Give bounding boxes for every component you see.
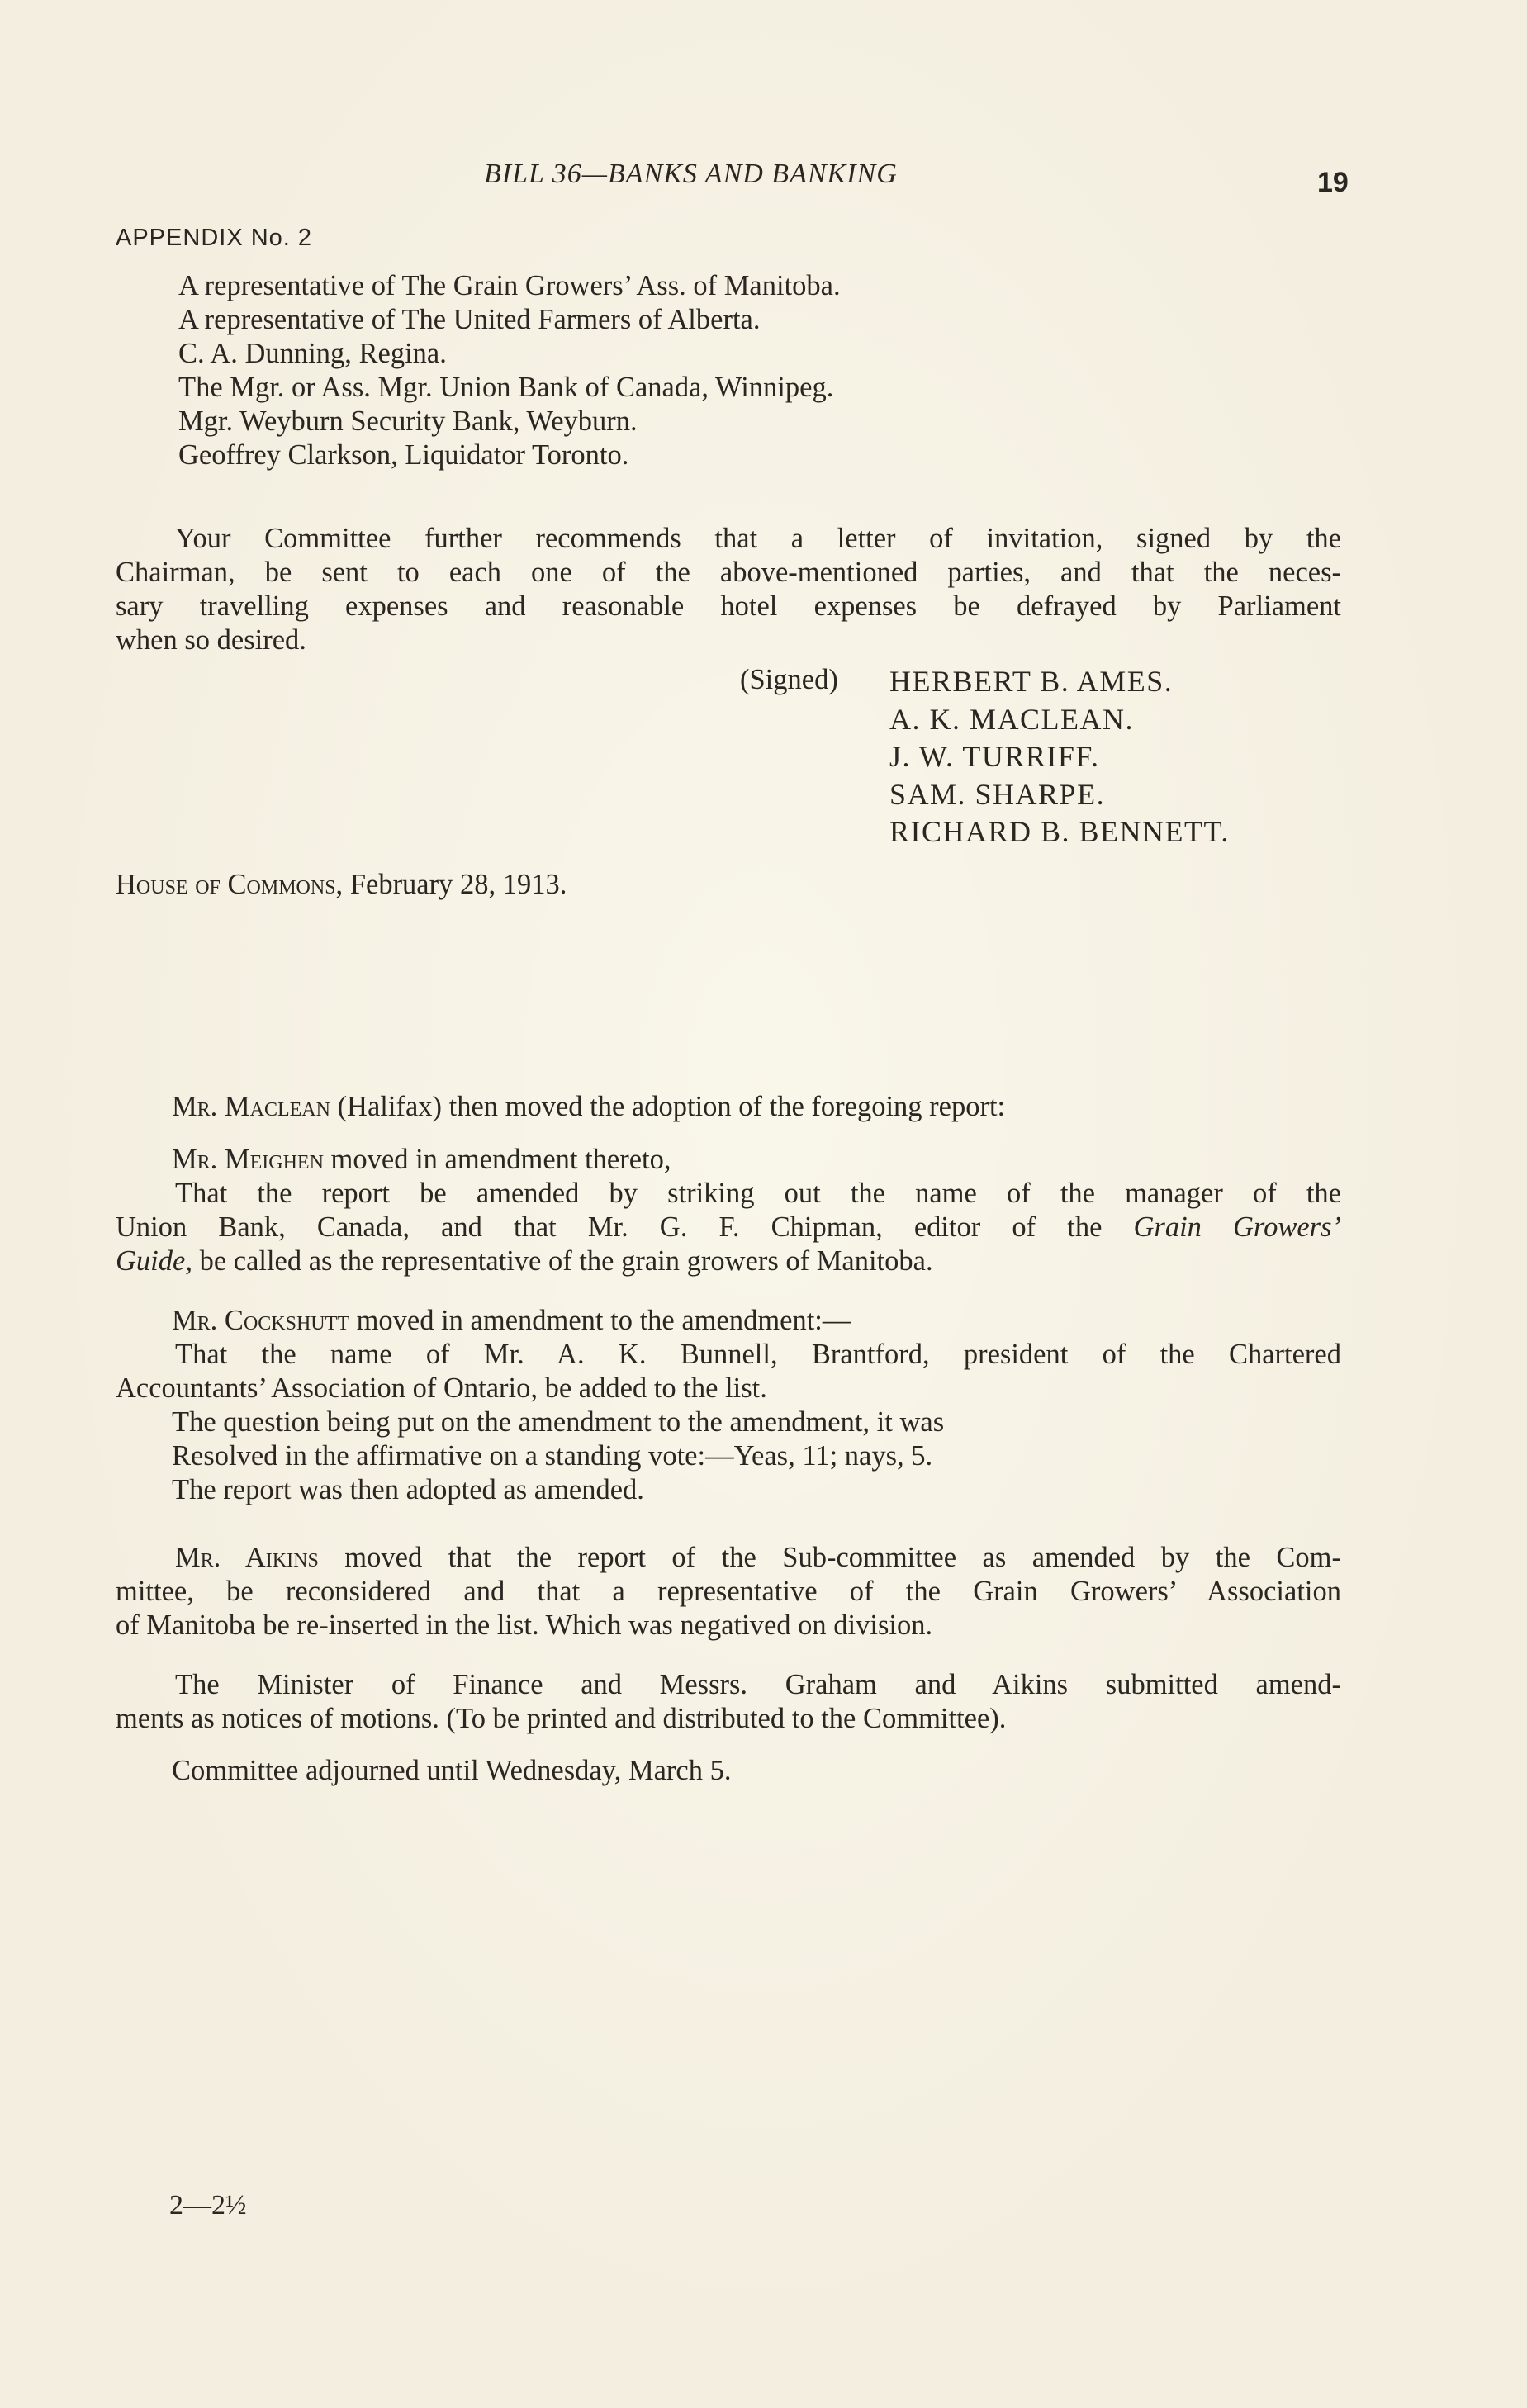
invitee-list [178,269,841,472]
paragraph-line: sary travelling expenses and reasonable hotel expenses be defrayed by Parliament [116,590,1341,622]
paragraph-line: of Manitoba be re-inserted in the list. Which was negatived on division. [116,1609,933,1641]
motion-text: moved that the report of the Sub-committee as amended by the Com- [318,1542,1341,1573]
signatory-list [889,664,1230,852]
invitee-item: Mgr. Weyburn Security Bank, Weyburn. [178,405,638,437]
page-number: 19 [1317,167,1349,198]
speaker-name: Mr. Maclean [172,1091,330,1122]
vote-line: The report was then adopted as amended. [172,1474,644,1505]
invitee-item: A representative of The United Farmers of Alberta. [178,304,761,335]
meighen-amendment [116,1177,1341,1278]
aikins-motion [116,1541,1341,1642]
publication-title: Grain Growers’ [1133,1211,1341,1243]
invitee-item: A representative of The Grain Growers’ Ass. of Manitoba. [178,270,841,301]
invitee-item: Geoffrey Clarkson, Liquidator Toronto. [178,439,629,471]
recommendation-paragraph [116,522,1341,657]
signed-label: (Signed) [740,664,838,695]
motion-text: (Halifax) then moved the adoption of the foregoing report: [330,1091,1006,1122]
minister-amendments [116,1668,1341,1736]
dateline-date: February 28, 1913. [349,869,567,900]
speaker-name: Mr. Cockshutt [172,1305,349,1336]
vote-line: The question being put on the amendment to the amendment, it was [172,1406,945,1438]
speaker-name: Mr. Meighen [172,1144,324,1175]
paragraph-line: That the report be amended by striking out the name of the manager of the [175,1178,1341,1209]
cockshutt-amendment [116,1338,1341,1405]
invitee-item: C. A. Dunning, Regina. [178,338,447,369]
motion-text: moved in amendment to the amendment:— [349,1305,851,1336]
publication-title: Guide, [116,1245,192,1277]
paragraph-text: Union Bank, Canada, and that Mr. G. F. Chipman, editor of the [116,1211,1134,1243]
signatory-name: J. W. TURRIFF. [889,740,1100,773]
dateline [116,869,567,901]
signatory-name: A. K. MACLEAN. [889,702,1134,736]
paragraph-text: be called as the representative of the grain growers of Manitoba. [192,1245,933,1277]
vote-line: Resolved in the affirmative on a standing vote:—Yeas, 11; nays, 5. [172,1440,933,1472]
invitee-item: The Mgr. or Ass. Mgr. Union Bank of Canada, Winnipeg. [178,372,834,403]
dateline-place: House of Commons, [116,869,344,900]
cockshutt-motion [172,1304,851,1338]
appendix-label: APPENDIX No. 2 [116,225,313,251]
paragraph-line: mittee, be reconsidered and that a representative of the Grain Growers’ Association [116,1576,1341,1607]
paragraph-line: Your Committee further recommends that a letter of invitation, signed by the [175,523,1341,554]
motion-text: moved in amendment thereto, [323,1144,671,1175]
meighen-motion [172,1143,671,1177]
signatory-name: HERBERT B. AMES. [889,665,1174,698]
signatory-name: RICHARD B. BENNETT. [889,815,1230,848]
paragraph-line: That the name of Mr. A. K. Bunnell, Brantford, president of the Chartered [175,1339,1341,1370]
signature-mark: 2—2½ [169,2190,247,2221]
running-head: BILL 36—BANKS AND BANKING [484,159,898,189]
paragraph-line: Chairman, be sent to each one of the above-mentioned parties, and that the neces- [116,557,1341,588]
paragraph-line: Accountants’ Association of Ontario, be added to the list. [116,1372,767,1404]
signatory-name: SAM. SHARPE. [889,777,1106,811]
speaker-name: Mr. Aikins [175,1542,319,1573]
paragraph-line: when so desired. [116,624,306,656]
adjournment-note: Committee adjourned until Wednesday, March 5. [172,1755,732,1786]
paragraph-line: ments as notices of motions. (To be printed and distributed to the Committee). [116,1703,1007,1734]
paragraph-line: The Minister of Finance and Messrs. Graham and Aikins submitted amend- [175,1669,1341,1700]
vote-record [172,1405,944,1507]
maclean-motion [172,1090,1005,1124]
